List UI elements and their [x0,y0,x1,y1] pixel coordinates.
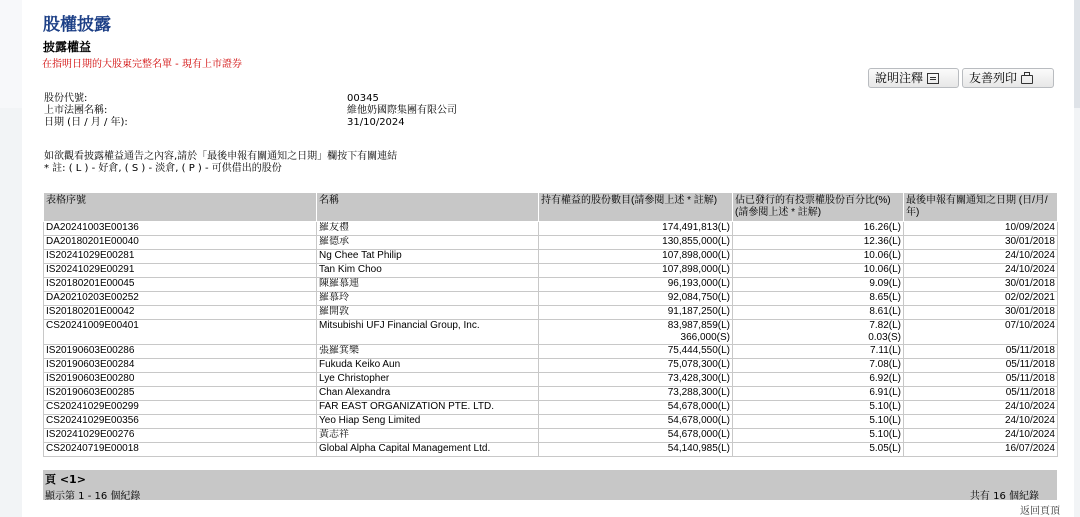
section-title: 披露權益 [43,40,92,54]
stock-code-value: 00345 [347,93,379,104]
cell-name [317,320,539,345]
cell-name [317,250,539,264]
table-footer [43,470,1057,500]
notice-text: 在指明日期的大股東完整名單 - 現有上市證券 [42,59,242,70]
cell-notice-date[interactable] [904,387,1058,401]
cell-shares-text: 73,288,300(L) [667,387,730,398]
cell-notice-date-text: 10/09/2024 [1004,222,1055,233]
cell-name-text: Ng Chee Tat Philip [319,250,402,261]
cell-name [317,292,539,306]
cell-notice-date[interactable] [904,264,1058,278]
table-row [44,345,1058,359]
cell-percent [733,236,904,250]
cell-name-text: Chan Alexandra [319,387,391,398]
cell-form-number-text: DA20241003E00136 [46,222,139,233]
cell-notice-date[interactable] [904,306,1058,320]
cell-name-text: Mitsubishi UFJ Financial Group, Inc. [319,320,480,331]
cell-shares [539,345,733,359]
table-row [44,306,1058,320]
cell-shares-text: 54,678,000(L) [667,429,730,440]
cell-form-number[interactable] [44,236,317,250]
cell-percent [733,250,904,264]
cell-shares-text: 54,678,000(L) [667,401,730,412]
date-label: 日期 (日 / 月 / 年): [44,117,128,128]
cell-form-number-text: IS20190603E00286 [46,345,135,356]
company-value: 維他奶國際集團有限公司 [347,105,457,116]
cell-percent-text: 6.91(L) [869,387,901,398]
cell-shares [539,443,733,457]
records-shown: 顯示第 1 - 16 個紀錄 [45,491,141,502]
cell-shares [539,292,733,306]
table-row [44,264,1058,278]
cell-shares [539,306,733,320]
company-row [44,105,644,117]
cell-notice-date[interactable] [904,401,1058,415]
cell-form-number-text: IS20241029E00291 [46,264,135,275]
cell-percent-text: 7.82(L) [869,320,901,331]
cell-notice-date-text: 05/11/2018 [1005,387,1055,398]
column-header-name: 名稱 [317,193,539,222]
cell-percent-text: 10.06(L) [863,264,901,275]
table-row [44,222,1058,236]
cell-form-number[interactable] [44,359,317,373]
cell-percent-text: 7.11(L) [870,345,901,356]
cell-notice-date-text: 24/10/2024 [1004,264,1055,275]
table-row [44,236,1058,250]
cell-notice-date-text: 30/01/2018 [1004,306,1055,317]
cell-notice-date[interactable] [904,345,1058,359]
table-row [44,292,1058,306]
page-indicator[interactable]: 頁 <1> [45,473,86,486]
cell-name [317,359,539,373]
table-row [44,401,1058,415]
cell-shares-text: 107,898,000(L) [662,264,730,275]
cell-form-number[interactable] [44,306,317,320]
cell-shares-text: 73,428,300(L) [667,373,730,384]
cell-percent-text: 5.10(L) [869,401,901,412]
cell-form-number-text: IS20190603E00285 [46,387,135,398]
cell-form-number-text: CS20241029E00356 [46,415,139,426]
cell-notice-date-text: 30/01/2018 [1004,236,1055,247]
cell-notice-date[interactable] [904,236,1058,250]
cell-percent-text: 5.10(L) [869,415,901,426]
cell-shares-text: 92,084,750(L) [667,292,730,303]
cell-form-number[interactable] [44,429,317,443]
cell-name [317,264,539,278]
cell-shares [539,429,733,443]
column-header-form: 表格序號 [44,193,317,222]
cell-percent-text: 16.26(L) [863,222,901,233]
table-row [44,278,1058,292]
table-row [44,443,1058,457]
cell-name [317,415,539,429]
cell-name [317,401,539,415]
cell-form-number-text: DA20210203E00252 [46,292,139,303]
cell-percent [733,373,904,387]
cell-shares-text: 54,678,000(L) [667,415,730,426]
printer-icon [1021,75,1033,84]
table-row [44,415,1058,429]
cell-notice-date[interactable] [904,415,1058,429]
cell-shares [539,387,733,401]
table-row [44,359,1058,373]
cell-name-text: 黃志祥 [319,429,349,440]
cell-shares [539,250,733,264]
page-title: 股權披露 [43,15,111,35]
cell-notice-date[interactable] [904,320,1058,345]
cell-name [317,236,539,250]
cell-notice-date-text: 24/10/2024 [1004,250,1055,261]
cell-form-number[interactable] [44,443,317,457]
cell-percent-text: 5.05(L) [869,443,901,454]
cell-form-number[interactable] [44,345,317,359]
instruction-line: 如欲觀看披露權益通告之內容,請於「最後申報有關通知之日期」欄按下有關連結 [44,151,398,162]
cell-notice-date-text: 02/02/2021 [1004,292,1055,303]
cell-percent-short-text: 0.03(S) [868,332,901,343]
legend-note: * 註: ( L ) - 好倉, ( S ) - 淡倉, ( P ) - 可供借出的股份 [44,163,282,174]
cell-form-number[interactable] [44,222,317,236]
cell-percent [733,387,904,401]
cell-shares-text: 174,491,813(L) [662,222,730,233]
cell-form-number-text: IS20241029E00281 [46,250,135,261]
cell-notice-date[interactable] [904,359,1058,373]
cell-name [317,387,539,401]
cell-form-number-text: CS20241029E00299 [46,401,139,412]
cell-shares-short-text: 366,000(S) [680,332,730,343]
cell-form-number-text: IS20180201E00045 [46,278,135,289]
cell-name [317,443,539,457]
cell-name [317,345,539,359]
column-header-date: 最後申報有關通知之日期 (日/月/年) [904,193,1058,222]
table-row [44,250,1058,264]
cell-name-text: Lye Christopher [319,373,390,384]
cell-form-number[interactable] [44,278,317,292]
cell-percent-text: 8.61(L) [869,306,901,317]
print-button-label: 友善列印 [969,71,1018,85]
page [22,0,1074,517]
cell-name [317,222,539,236]
cell-shares-text: 83,987,859(L) [667,320,730,331]
column-header-percent: 佔已發行的有投票權股份百分比(%) (請參閱上述 * 註解) [733,193,904,222]
cell-form-number[interactable] [44,250,317,264]
cell-shares [539,373,733,387]
cell-notice-date-text: 05/11/2018 [1005,373,1055,384]
table-row [44,429,1058,443]
cell-percent [733,443,904,457]
cell-shares [539,320,733,345]
cell-notice-date[interactable] [904,292,1058,306]
cell-shares-text: 91,187,250(L) [667,306,730,317]
cell-percent [733,320,904,345]
cell-percent [733,278,904,292]
stock-code-label: 股份代號: [44,93,88,104]
cell-notice-date-text: 24/10/2024 [1004,401,1055,412]
cell-notice-date-text: 05/11/2018 [1005,345,1055,356]
notes-icon [927,73,939,84]
cell-name-text: 羅德承 [319,236,349,247]
cell-name-text: 羅慕玲 [319,292,349,303]
cell-shares-text: 75,444,550(L) [667,345,730,356]
cell-notice-date[interactable] [904,373,1058,387]
date-row [44,117,644,129]
cell-name-text: Tan Kim Choo [319,264,382,275]
cell-percent [733,401,904,415]
cell-name-text: FAR EAST ORGANIZATION PTE. LTD. [319,401,495,412]
table-row [44,373,1058,387]
cell-percent [733,292,904,306]
cell-notice-date[interactable] [904,222,1058,236]
cell-shares [539,278,733,292]
cell-shares [539,222,733,236]
cell-notice-date-text: 07/10/2024 [1004,320,1055,331]
cell-shares [539,401,733,415]
cell-name-text: 羅開敦 [319,306,349,317]
cell-notice-date[interactable] [904,429,1058,443]
cell-notice-date-text: 24/10/2024 [1004,429,1055,440]
print-button[interactable] [962,68,1054,88]
scrollbar[interactable] [1074,0,1080,108]
cell-name [317,278,539,292]
cell-shares-text: 96,193,000(L) [667,278,730,289]
cell-percent-text: 10.06(L) [863,250,901,261]
records-total: 共有 16 個紀錄 [969,491,1039,502]
cell-percent [733,429,904,443]
cell-notice-date-text: 24/10/2024 [1004,415,1055,426]
cell-name-text: 張羅箕樂 [319,345,359,356]
date-value: 31/10/2024 [347,117,405,128]
cell-percent [733,222,904,236]
cell-shares-text: 107,898,000(L) [662,250,730,261]
table-row [44,387,1058,401]
cell-name-text: Fukuda Keiko Aun [319,359,401,370]
cell-form-number[interactable] [44,373,317,387]
cell-percent-text: 8.65(L) [869,292,901,303]
cell-shares [539,236,733,250]
notes-button-label: 說明注釋 [875,71,924,85]
cell-name [317,306,539,320]
cell-percent [733,306,904,320]
back-to-top-link[interactable]: 返回頁頂 [1020,506,1060,517]
table-row [44,320,1058,345]
cell-shares-text: 130,855,000(L) [662,236,730,247]
cell-form-number[interactable] [44,415,317,429]
cell-percent [733,359,904,373]
cell-name-text: Global Alpha Capital Management Ltd. [319,443,491,454]
stock-code-row [44,93,644,105]
instructions [44,151,397,175]
cell-percent-text: 5.10(L) [869,429,901,440]
cell-percent-text: 7.08(L) [869,359,901,370]
table-header-row [44,193,1058,222]
cell-shares [539,359,733,373]
cell-notice-date[interactable] [904,278,1058,292]
cell-form-number[interactable] [44,320,317,345]
cell-notice-date-text: 05/11/2018 [1005,359,1055,370]
cell-shares [539,264,733,278]
cell-shares-text: 54,140,985(L) [667,443,730,454]
cell-form-number-text: IS20241029E00276 [46,429,135,440]
company-label: 上市法團名稱: [44,105,108,116]
cell-form-number-text: IS20180201E00042 [46,306,135,317]
cell-form-number-text: IS20190603E00280 [46,373,135,384]
cell-shares-text: 75,078,300(L) [667,359,730,370]
cell-notice-date[interactable] [904,443,1058,457]
cell-shares [539,415,733,429]
stock-info [44,93,644,129]
cell-form-number-text: CS20240719E00018 [46,443,139,454]
cell-percent [733,345,904,359]
notes-button[interactable] [868,68,959,88]
cell-name [317,373,539,387]
column-header-shares: 持有權益的股份數目(請參閱上述 * 註解) [539,193,733,222]
cell-form-number-text: CS20241009E00401 [46,320,139,331]
cell-notice-date[interactable] [904,250,1058,264]
cell-notice-date-text: 16/07/2024 [1004,443,1055,454]
cell-name-text: 羅友禮 [319,222,349,233]
cell-name-text: Yeo Hiap Seng Limited [319,415,421,426]
page-margin-left [0,0,22,108]
cell-form-number[interactable] [44,292,317,306]
shareholders-table [43,192,1058,457]
cell-notice-date-text: 30/01/2018 [1004,278,1055,289]
cell-form-number-text: DA20180201E00040 [46,236,139,247]
cell-name [317,429,539,443]
cell-form-number[interactable] [44,264,317,278]
cell-form-number[interactable] [44,387,317,401]
cell-percent [733,415,904,429]
cell-form-number[interactable] [44,401,317,415]
cell-percent-text: 9.09(L) [869,278,901,289]
cell-percent-text: 6.92(L) [869,373,901,384]
cell-form-number-text: IS20190603E00284 [46,359,135,370]
cell-percent [733,264,904,278]
cell-name-text: 陳羅慕連 [319,278,359,289]
cell-percent-text: 12.36(L) [863,236,901,247]
